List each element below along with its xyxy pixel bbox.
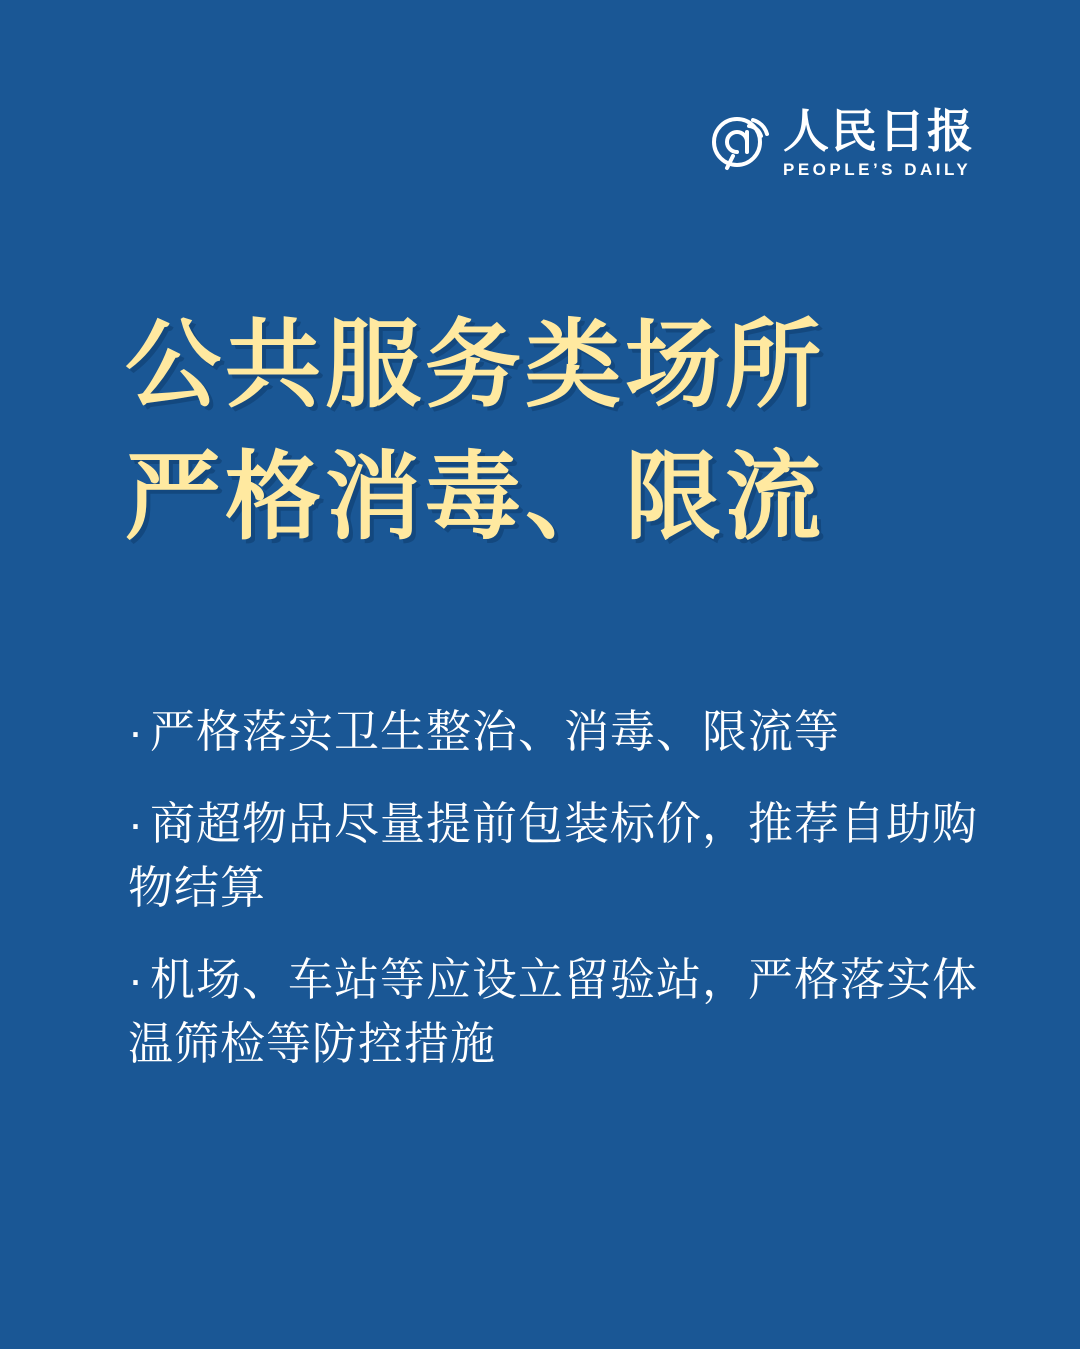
list-item bbox=[128, 792, 988, 920]
bullet-dot-icon: · bbox=[128, 953, 144, 1005]
publisher-name-cn: 人民日报 bbox=[783, 105, 975, 157]
list-item-text: 机场、车站等应设立留验站，严格落实体温筛检等防控措施 bbox=[128, 953, 979, 1069]
at-sign-megaphone-icon bbox=[709, 112, 771, 174]
publisher-logo bbox=[709, 105, 975, 179]
list-item-text: 严格落实卫生整治、消毒、限流等 bbox=[150, 706, 841, 757]
headline-line-1: 公共服务类场所 bbox=[125, 312, 825, 419]
bullet-dot-icon: · bbox=[128, 797, 144, 849]
publisher-name-block bbox=[783, 105, 975, 179]
bullet-dot-icon: · bbox=[128, 706, 144, 757]
list-item bbox=[128, 700, 988, 764]
publisher-name-en: PEOPLE’S DAILY bbox=[783, 160, 972, 179]
bullet-list bbox=[128, 700, 988, 1103]
list-item-text: 商超物品尽量提前包装标价，推荐自助购物结算 bbox=[128, 797, 979, 913]
list-item bbox=[128, 948, 988, 1076]
page-title bbox=[125, 300, 975, 565]
headline-line-2: 严格消毒、限流 bbox=[125, 444, 825, 552]
